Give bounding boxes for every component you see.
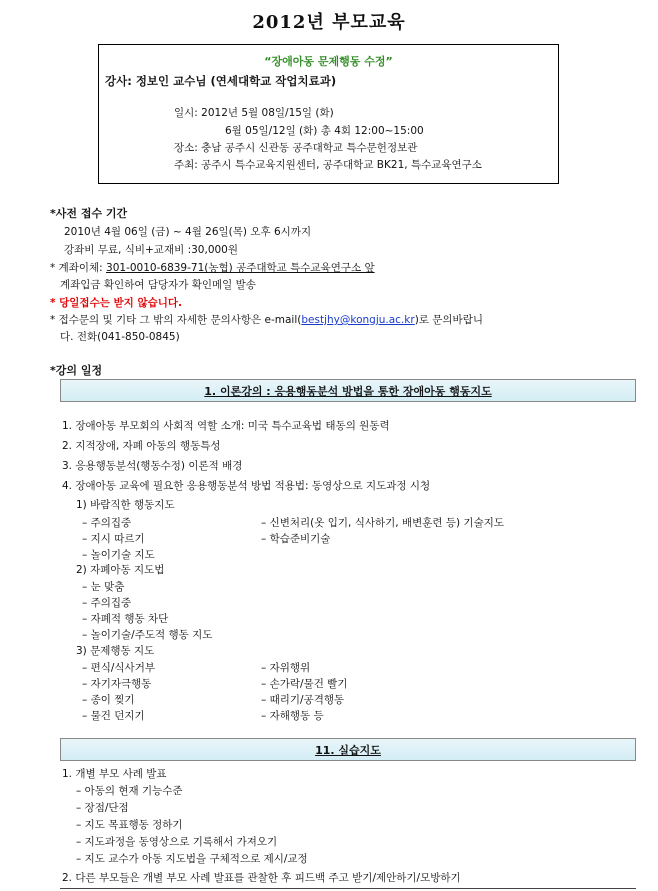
sub3-left-3: – 종이 찢기: [82, 694, 135, 706]
schedule-heading: *강의 일정: [50, 364, 103, 377]
account-number: 301-0010-6839-71(농협) 공주대학교 특수교육연구소 앞: [106, 262, 375, 274]
practice-sub-4: – 지도과정을 동영상으로 기록해서 가져오기: [76, 836, 278, 848]
inquiry-text: * 접수문의 및 기타 그 밖의 자세한 문의사항은 e-mail(: [50, 314, 302, 326]
lecturer: 강사: 정보인 교수님 (연세대학교 작업치료과): [105, 74, 337, 88]
sub3-left-4: – 물건 던지기: [82, 710, 145, 722]
registration-period: 2010년 4월 06일 (금) ~ 4월 26일(목) 오후 6시까지: [64, 226, 312, 238]
theory-item-3: 3. 응용행동분석(행동수정) 이론적 배경: [62, 460, 243, 472]
sub2-item-2: – 주의집중: [82, 597, 132, 609]
bottom-rule: [60, 888, 636, 889]
practice-sub-5: – 지도 교수가 아동 지도법을 구체적으로 제시/교정: [76, 853, 308, 865]
date-line-2: 6월 05일/12일 (화) 총 4회 12:00~15:00: [225, 125, 424, 137]
sub2-item-4: – 놀이기술/주도적 행동 지도: [82, 629, 213, 641]
sub2-heading: 2) 자폐아동 지도법: [76, 564, 165, 576]
practice-sub-3: – 지도 목표행동 정하기: [76, 819, 183, 831]
inquiry-phone: 다. 전화(041-850-0845): [60, 331, 180, 343]
account-line: [50, 260, 375, 275]
sub1-left-2: – 지시 따르기: [82, 533, 145, 545]
practice-item-1: 1. 개별 부모 사례 발표: [62, 768, 167, 780]
inquiry-suffix: )로 문의바랍니: [414, 314, 483, 326]
section1-title-bar: [60, 379, 636, 402]
sub1-heading: 1) 바람직한 행동지도: [76, 499, 175, 511]
sub3-right-4: – 자해행동 등: [261, 710, 324, 722]
registration-heading: *사전 접수 기간: [50, 207, 128, 220]
sub1-right-2: – 학습준비기술: [261, 533, 331, 545]
sub3-right-2: – 손가락/물건 빨기: [261, 678, 348, 690]
sub2-item-3: – 자폐적 행동 차단: [82, 613, 169, 625]
theory-item-4: 4. 장애아동 교육에 필요한 응용행동분석 방법 적용법: 동영상으로 지도과정 시청: [62, 480, 431, 492]
sub3-right-1: – 자위행위: [261, 662, 311, 674]
practice-sub-1: – 아동의 현재 기능수준: [76, 785, 183, 797]
theory-item-2: 2. 지적장애, 자폐 아동의 행동특성: [62, 440, 221, 452]
section2-title-bar: [60, 738, 636, 761]
place: 장소: 충남 공주시 신관동 공주대학교 특수문헌정보관: [174, 142, 418, 154]
section2-title: 11. 실습지도: [315, 744, 381, 757]
sub2-item-1: – 눈 맞춤: [82, 581, 125, 593]
sub3-right-3: – 때리기/공격행동: [261, 694, 345, 706]
host: 주최: 공주시 특수교육지원센터, 공주대학교 BK21, 특수교육연구소: [174, 159, 482, 171]
sub1-left-3: – 놀이기술 지도: [82, 549, 155, 561]
sub1-left-1: – 주의집중: [82, 517, 132, 529]
deposit-confirm: 계좌입금 확인하여 담당자가 확인메일 발송: [60, 279, 256, 291]
inquiry-line: [50, 312, 483, 327]
sub1-right-1: – 신변처리(옷 입기, 식사하기, 배변훈련 등) 기술지도: [261, 517, 505, 529]
registration-fee: 강좌비 무료, 식비+교재비 :30,000원: [64, 244, 238, 256]
event-info-box: [98, 44, 559, 184]
page-title: 2012년 부모교육: [252, 12, 406, 33]
section1-title: 1. 이론강의 : 응용행동분석 방법을 통한 장애아동 행동지도: [204, 385, 492, 398]
practice-sub-2: – 장점/단점: [76, 802, 129, 814]
account-label: * 계좌이체:: [50, 262, 107, 274]
sub3-heading: 3) 문제행동 지도: [76, 645, 155, 657]
date-line-1: 일시: 2012년 5월 08일/15일 (화): [174, 107, 334, 119]
sub3-left-1: – 편식/식사거부: [82, 662, 155, 674]
theory-item-1: 1. 장애아동 부모회의 사회적 역할 소개: 미국 특수교육법 태동의 원동력: [62, 420, 390, 432]
practice-item-2: 2. 다른 부모들은 개별 부모 사례 발표를 관찰한 후 피드백 주고 받기/제안하기/모방하기: [62, 872, 461, 884]
sub3-left-2: – 자기자극행동: [82, 678, 152, 690]
no-same-day-notice: * 당일접수는 받지 않습니다.: [50, 297, 183, 309]
email-link[interactable]: bestjhy@kongju.ac.kr: [301, 314, 415, 326]
lecture-subtitle: “장애아동 문제행동 수정”: [264, 55, 393, 68]
